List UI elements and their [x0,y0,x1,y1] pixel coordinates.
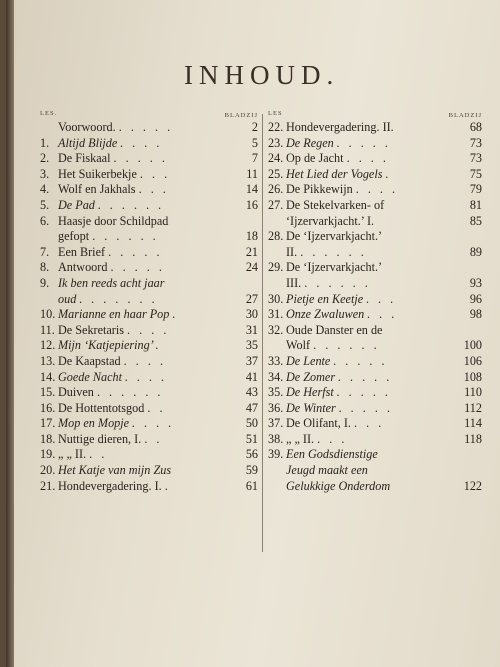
entry-number: 24. [268,151,284,166]
entry-title [286,432,347,448]
entry-title [286,323,382,339]
entry-page-number: 11 [246,166,258,181]
entry-title [58,401,166,417]
entry-page-number: 61 [245,478,258,493]
entry-number: 28. [268,229,284,244]
toc-entry [40,447,258,463]
entry-title-text: De Lente [286,353,331,368]
entry-number: 4. [40,182,50,197]
entry-number: 15. [40,385,56,400]
entry-title [58,416,174,432]
toc-entry [40,307,258,323]
entry-title [58,182,169,198]
toc-entry [268,167,482,183]
entry-title-text: Een Godsdienstige [286,447,378,462]
entry-title [286,479,390,495]
entry-title [58,292,158,308]
toc-entry [268,198,482,214]
leader-dots: . . . . [132,416,175,431]
entry-title-text: De Olifant, I. [286,416,351,431]
entry-page-number: 100 [463,338,482,353]
entry-title [58,432,162,448]
entry-title [58,338,162,354]
toc-entry [40,463,258,479]
leader-dots: . . . . . [110,260,165,275]
toc-entry [40,120,258,136]
leader-dots: . [172,307,179,322]
entry-title [58,151,168,167]
entry-title-text: oud [58,291,77,306]
leader-dots: . . . . . . [300,244,367,259]
entry-title [286,260,382,276]
entry-title-text: Wolf [286,338,311,353]
toc-entry [40,479,258,495]
entry-number: 5. [40,197,50,212]
entry-title-text: De ‘Ijzervarkjacht.’ [286,260,383,275]
entry-page-number: 68 [469,120,482,134]
entry-page-number: 73 [469,135,482,150]
leader-dots: . . . [139,166,171,181]
entry-page-number: 75 [469,166,482,181]
entry-page-number: 30 [245,307,258,322]
leader-dots: . . . . . . [96,385,164,400]
leader-dots: . . . . . . [92,229,159,244]
toc-entry [40,136,258,152]
entry-title-text: Onze Zwaluwen [286,307,365,322]
entry-number: 18. [40,431,56,446]
toc-entry [268,182,482,198]
leader-dots: . . . . . . [304,275,371,290]
leader-dots: . . . . . [338,400,394,415]
contents-column-left [40,108,258,494]
entry-number: 9. [40,275,50,290]
page-binding-edge [6,0,14,667]
entry-title-text: „ „ II. [286,431,315,446]
leader-dots: . . . . [125,369,168,384]
entry-title-text: De Hottentotsgod [58,400,145,415]
toc-entry [40,432,258,448]
toc-entry [40,276,258,292]
entry-title-text: Op de Jacht [286,151,344,166]
entry-title [286,245,367,261]
entry-title-text: Voorwoord. [58,120,116,134]
toc-entry [268,307,482,323]
toc-entry [268,447,482,463]
entry-number: 30. [268,291,284,306]
toc-entry [40,385,258,401]
entry-number: 33. [268,353,284,368]
entry-title-text: gefopt [58,229,90,244]
entry-title [58,120,173,136]
toc-entry [268,354,482,370]
entry-page-number: 79 [469,182,482,197]
entry-title [286,229,382,245]
entry-title [58,214,168,230]
entry-page-number: 43 [245,385,258,400]
entry-page-number: 106 [463,353,482,368]
entry-title [286,214,374,230]
entry-title [286,401,393,417]
entry-number: 20. [40,463,56,478]
entry-page-number: 2 [251,120,258,134]
entry-title-text: Goede Nacht [58,369,122,384]
toc-entry [40,260,258,276]
entry-title [58,385,163,401]
toc-entry [268,338,482,354]
entry-page-number: 50 [245,416,258,431]
entry-page-number: 47 [245,400,258,415]
entry-title-text: III. [286,275,302,290]
entry-title [58,370,167,386]
entry-page-number: 98 [469,307,482,322]
entry-number: 21. [40,478,56,493]
leader-dots: . . [89,447,108,462]
entry-title-text: De Winter [286,400,336,415]
leader-dots: . . . . . [333,353,388,368]
entry-page-number: 56 [245,447,258,462]
toc-entry [40,229,258,245]
entry-title-text: De Kaapstad [58,353,121,368]
entry-title [286,167,392,183]
entry-page-number: 59 [245,463,258,478]
entry-number: 39. [268,447,284,462]
entry-title-text: Wolf en Jakhals [58,182,136,197]
toc-entry [268,292,482,308]
leader-dots: . . . . . [108,244,163,259]
entry-title-text: Een Brief [58,244,106,259]
entry-number: 22. [268,120,284,134]
leader-dots: . . . . . . . [79,291,158,306]
les-label: LES [268,110,283,117]
entry-title-text: Oude Danster en de [286,322,383,337]
entry-title [58,245,163,261]
toc-entry [40,401,258,417]
entry-page-number: 89 [469,244,482,259]
entry-title [286,447,378,463]
entry-title-text: Haasje door Schildpad [58,213,169,228]
entry-page-number: 41 [245,369,258,384]
column-header-right [268,108,482,120]
entry-title [58,136,163,152]
entry-number: 8. [40,260,50,275]
entry-title-text: De Sekretaris [58,322,124,337]
entry-title [58,167,170,183]
entry-number: 29. [268,260,284,275]
entry-page-number: 114 [464,416,482,431]
leader-dots: . . . [367,307,398,322]
entry-page-number: 18 [245,229,258,244]
toc-entry [268,136,482,152]
entry-page-number: 112 [464,400,482,415]
leader-dots: . . . [138,182,169,197]
leader-dots: . . . . . [336,135,392,150]
entry-page-number: 93 [469,275,482,290]
leader-dots: . . . [366,291,397,306]
toc-entry [40,323,258,339]
entry-number: 35. [268,385,284,400]
entry-title-text: Antwoord [58,260,108,275]
entry-number: 13. [40,353,56,368]
entry-title [286,338,380,354]
leader-dots: . . . . [123,353,166,368]
entry-title-text: Het Lied der Vogels [286,166,383,181]
entry-number: 6. [40,213,50,228]
leader-dots: . . [144,431,163,446]
toc-entry [40,182,258,198]
toc-entry [268,370,482,386]
entry-title-text: Het Suikerbekje [58,166,137,181]
toc-entry [40,416,258,432]
toc-entry [268,120,482,136]
entry-page-number: 118 [464,431,482,446]
entry-title [286,120,394,136]
entry-page-number: 14 [245,182,258,197]
entry-page-number: 96 [469,291,482,306]
bladzij-label: BLADZIJ [448,112,482,119]
toc-entry [268,214,482,230]
entry-title [58,229,159,245]
entry-number: 34. [268,369,284,384]
entry-title-text: Mijn ‘Katjepiering’ [58,338,153,353]
toc-entry [268,463,482,479]
entry-number: 31. [268,307,284,322]
entry-title-text: De ‘Ijzervarkjacht.’ [286,229,383,244]
entry-title [58,354,166,370]
entry-title-text: Duiven [58,385,94,400]
leader-dots: . [155,338,162,353]
column-divider [262,114,263,552]
entry-title-text: De Fiskaal [58,151,111,166]
toc-entry [40,338,258,354]
entry-title [58,463,171,479]
entry-page-number: 24 [245,260,258,275]
leader-dots: . . . . . . [313,338,380,353]
entry-number: 12. [40,338,56,353]
entry-number: 17. [40,416,56,431]
toc-entry [40,370,258,386]
entry-number: 36. [268,400,284,415]
toc-entry [268,151,482,167]
toc-entry [268,432,482,448]
entry-page-number: 85 [469,213,482,228]
leader-dots: . . . [354,416,385,431]
entry-page-number: 7 [251,151,258,166]
entry-title [286,136,391,152]
column-header-left [40,108,258,120]
entry-title [286,385,391,401]
entry-list-left [40,120,258,494]
leader-dots: . . . . . [338,369,393,384]
leader-dots: . . . . . [336,385,392,400]
entry-page-number: 73 [469,151,482,166]
toc-entry [268,323,482,339]
bladzij-label: BLADZIJ [224,112,258,119]
leader-dots: . . . . . . [97,197,165,212]
leader-dots: . . . . [355,182,399,197]
toc-entry [268,245,482,261]
entry-number: 27. [268,197,284,212]
leader-dots: . . . . [346,151,389,166]
toc-entry [40,167,258,183]
entry-title-text: Het Katje van mijn Zus [58,463,172,478]
entry-title-text: De Regen [286,135,334,150]
entry-title-text: Pietje en Keetje [286,291,364,306]
entry-title-text: De Pikkewijn [286,182,353,197]
toc-entry [268,260,482,276]
entry-number: 10. [40,307,56,322]
entry-title-text: De Herfst [286,385,334,400]
entry-title-text: II. [286,244,298,259]
entry-number: 11. [40,322,55,337]
entry-title-text: Nuttige dieren, I. [58,431,142,446]
entry-number: 37. [268,416,284,431]
entry-page-number: 21 [245,244,258,259]
toc-entry [40,198,258,214]
entry-title-text: Hondevergadering. I. [58,478,162,493]
entry-title-text: Mop en Mopje [58,416,130,431]
entry-title [286,354,388,370]
les-label: LES. [40,110,58,117]
entry-number: 23. [268,135,284,150]
entry-number: 32. [268,322,284,337]
entry-title-text: Marianne en haar Pop [58,307,170,322]
entry-title-text: Ik ben reeds acht jaar [58,275,165,290]
entry-page-number: 35 [245,338,258,353]
entry-title [286,370,393,386]
entry-page-number: 51 [245,431,258,446]
entry-page-number: 122 [463,478,482,493]
entry-title [286,463,368,479]
entry-title [286,276,371,292]
entry-title [286,151,389,167]
toc-entry [268,401,482,417]
page-title: INHOUD. [184,60,340,90]
leader-dots: . . . . . [118,120,174,134]
toc-entry [268,276,482,292]
entry-title [58,198,164,214]
leader-dots: . [385,166,392,181]
entry-title [286,198,384,214]
entry-title [286,182,398,198]
entry-title-text: „ „ II. [58,447,87,462]
entry-title-text: De Stekelvarken- of [286,197,385,212]
toc-entry [268,385,482,401]
entry-number: 25. [268,166,284,181]
entry-title [286,416,384,432]
entry-page-number: 16 [245,197,258,212]
entry-number: 38. [268,431,284,446]
entry-title [58,307,178,323]
leader-dots: . . . . [127,322,170,337]
toc-entry [268,416,482,432]
entry-number: 2. [40,151,50,166]
leader-dots: . . . . [120,135,163,150]
entry-title-text: Altijd Blijde [58,135,118,150]
entry-title-text: De Pad [58,197,95,212]
toc-entry [268,479,482,495]
entry-title [58,323,169,339]
entry-title-text: Hondevergadering. II. [286,120,394,134]
entry-page-number: 31 [245,322,258,337]
toc-entry [40,354,258,370]
entry-page-number: 110 [464,385,482,400]
leader-dots: . [164,478,171,493]
leader-dots: . . [147,400,166,415]
entry-title-text: Gelukkige Onderdom [286,478,391,493]
entry-title-text: ‘Ijzervarkjacht.’ I. [286,213,375,228]
entry-list-right [268,120,482,494]
toc-entry [40,151,258,167]
leader-dots: . . . . . [113,151,168,166]
entry-title-text: Jeugd maakt een [286,463,368,478]
entry-page-number: 81 [469,197,482,212]
toc-entry [40,245,258,261]
toc-entry [40,292,258,308]
entry-title [286,307,398,323]
toc-entry [268,229,482,245]
entry-title [286,292,396,308]
entry-page-number: 108 [463,369,482,384]
toc-entry [40,214,258,230]
entry-number: 14. [40,369,56,384]
entry-title [58,276,165,292]
entry-title [58,447,107,463]
entry-number: 16. [40,400,56,415]
entry-number: 19. [40,447,56,462]
entry-page-number: 37 [245,353,258,368]
entry-number: 3. [40,166,50,181]
entry-number: 26. [268,182,284,197]
entry-title [58,479,171,495]
leader-dots: . . . [317,431,348,446]
entry-number: 1. [40,135,50,150]
book-page [6,0,500,667]
entry-number: 7. [40,244,50,259]
contents-column-right [268,108,482,494]
entry-page-number: 27 [245,291,258,306]
entry-title-text: De Zomer [286,369,336,384]
entry-page-number: 5 [251,135,258,150]
entry-title [58,260,165,276]
